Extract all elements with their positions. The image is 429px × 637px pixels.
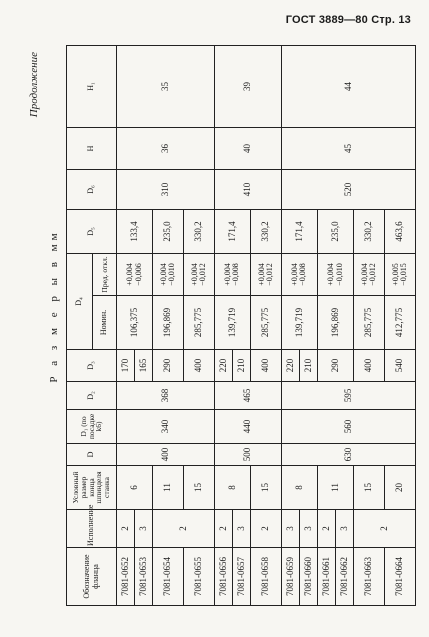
table-cell: +0,004 −0,012 <box>184 253 215 295</box>
table-cell: 330,2 <box>354 209 385 253</box>
table-cell: 560 <box>281 410 415 444</box>
table-cell: +0,004 −0,010 <box>153 253 184 295</box>
table-cell: 133,4 <box>117 209 153 253</box>
table-cell: 340 <box>117 410 215 444</box>
rotated-table-page <box>28 46 419 606</box>
table-cell: 15 <box>184 466 215 510</box>
header-H: H <box>67 127 117 169</box>
table-cell: 210 <box>232 350 250 382</box>
header-D6: D₆ <box>67 169 117 209</box>
table-cell: 2 <box>354 510 416 548</box>
table-cell: 463,6 <box>385 209 416 253</box>
header-D3: D₃ <box>67 350 117 382</box>
table-cell: 165 <box>135 350 153 382</box>
table-cell: 520 <box>281 169 415 209</box>
table-cell: 139,719 <box>281 296 317 350</box>
table-cell: 7081-0660 <box>299 548 317 606</box>
table-cell: 540 <box>385 350 416 382</box>
table-cell: 400 <box>184 350 215 382</box>
table-cell: 285,775 <box>184 296 215 350</box>
table-cell: 196,869 <box>318 296 354 350</box>
table-cell: 465 <box>214 382 281 410</box>
table-cell: 3 <box>336 510 354 548</box>
table-cell: 400 <box>251 350 282 382</box>
header-D: D <box>67 444 117 466</box>
table-cell: 235,0 <box>153 209 184 253</box>
table-cell: 171,4 <box>214 209 250 253</box>
table-cell: 310 <box>117 169 215 209</box>
header-D4-deviation: Пред. откл. <box>93 253 117 295</box>
header-designation: Обозначение фланца <box>67 548 117 606</box>
table-cell: 500 <box>214 444 281 466</box>
table-cell: 330,2 <box>251 209 282 253</box>
table-cell: 400 <box>117 444 215 466</box>
table-cell: 44 <box>281 45 415 127</box>
table-cell: 595 <box>281 382 415 410</box>
table-cell: 36 <box>117 127 215 169</box>
table-cell: +0,004 −0,008 <box>281 253 317 295</box>
table-cell: 2 <box>318 510 336 548</box>
table-caption: Р а з м е р ы в мм <box>48 229 60 383</box>
table-cell: 35 <box>117 45 215 127</box>
table-cell: +0,004 −0,006 <box>117 253 153 295</box>
table-cell: 7081-0655 <box>184 548 215 606</box>
header-H1: H₁ <box>67 45 117 127</box>
table-cell: 45 <box>281 127 415 169</box>
table-cell: 2 <box>153 510 215 548</box>
table-cell: 235,0 <box>318 209 354 253</box>
table-cell: 2 <box>251 510 282 548</box>
header-D4: D₄ <box>67 253 93 349</box>
header-D4-nominal: Номин. <box>93 296 117 350</box>
table-cell: 39 <box>214 45 281 127</box>
header-D5: D₅ <box>67 209 117 253</box>
table-cell: 40 <box>214 127 281 169</box>
table-cell: 11 <box>153 466 184 510</box>
table-cell: +0,004 −0,012 <box>251 253 282 295</box>
table-cell: 7081-0659 <box>281 548 299 606</box>
table-cell: 20 <box>385 466 416 510</box>
table-cell: 2 <box>117 510 135 548</box>
table-cell: 196,869 <box>153 296 184 350</box>
table-cell: 7081-0663 <box>354 548 385 606</box>
table-cell: 220 <box>281 350 299 382</box>
table-cell: +0,004 −0,010 <box>318 253 354 295</box>
table-cell: 210 <box>299 350 317 382</box>
table-cell: 412,775 <box>385 296 416 350</box>
table-cell: 8 <box>214 466 250 510</box>
table-cell: +0,004 −0,008 <box>214 253 250 295</box>
table-cell: 7081-0653 <box>135 548 153 606</box>
table-cell: 15 <box>251 466 282 510</box>
header-D2: D₂ <box>67 382 117 410</box>
table-cell: 285,775 <box>251 296 282 350</box>
table-cell: 7081-0661 <box>318 548 336 606</box>
table-cell: 290 <box>318 350 354 382</box>
table-cell: 6 <box>117 466 153 510</box>
table-cell: 410 <box>214 169 281 209</box>
table-cell: +0,005 −0,015 <box>385 253 416 295</box>
table-cell: 7081-0656 <box>214 548 232 606</box>
table-cell: +0,004 −0,012 <box>354 253 385 295</box>
table-cell: 2 <box>214 510 232 548</box>
page-header: ГОСТ 3889—80 Стр. 13 <box>285 14 411 26</box>
table-cell: 3 <box>281 510 299 548</box>
table-cell: 7081-0654 <box>153 548 184 606</box>
table-cell: 400 <box>354 350 385 382</box>
table-cell: 440 <box>214 410 281 444</box>
table-cell: 368 <box>117 382 215 410</box>
table-cell: 106,375 <box>117 296 153 350</box>
header-execution: Исполнение <box>67 510 117 548</box>
table-cell: 7081-0662 <box>336 548 354 606</box>
table-cell: 171,4 <box>281 209 317 253</box>
header-spindle-size: Условный размер конца шпинделя станка <box>67 466 117 510</box>
table-cell: 630 <box>281 444 415 466</box>
table-cell: 170 <box>117 350 135 382</box>
table-cell: 7081-0652 <box>117 548 135 606</box>
table-cell: 7081-0657 <box>232 548 250 606</box>
table-cell: 220 <box>214 350 232 382</box>
table-cell: 3 <box>232 510 250 548</box>
dimensions-table <box>66 45 416 606</box>
table-cell: 3 <box>299 510 317 548</box>
table-cell: 3 <box>135 510 153 548</box>
table-cell: 330,2 <box>184 209 215 253</box>
table-cell: 11 <box>318 466 354 510</box>
continuation-label: Продолжение <box>28 52 40 118</box>
table-cell: 7081-0658 <box>251 548 282 606</box>
table-cell: 290 <box>153 350 184 382</box>
table-cell: 7081-0664 <box>385 548 416 606</box>
table-cell: 15 <box>354 466 385 510</box>
table-cell: 8 <box>281 466 317 510</box>
table-cell: 139,719 <box>214 296 250 350</box>
header-D1: D₁ (по посадке k6) <box>67 410 117 444</box>
table-cell: 285,775 <box>354 296 385 350</box>
